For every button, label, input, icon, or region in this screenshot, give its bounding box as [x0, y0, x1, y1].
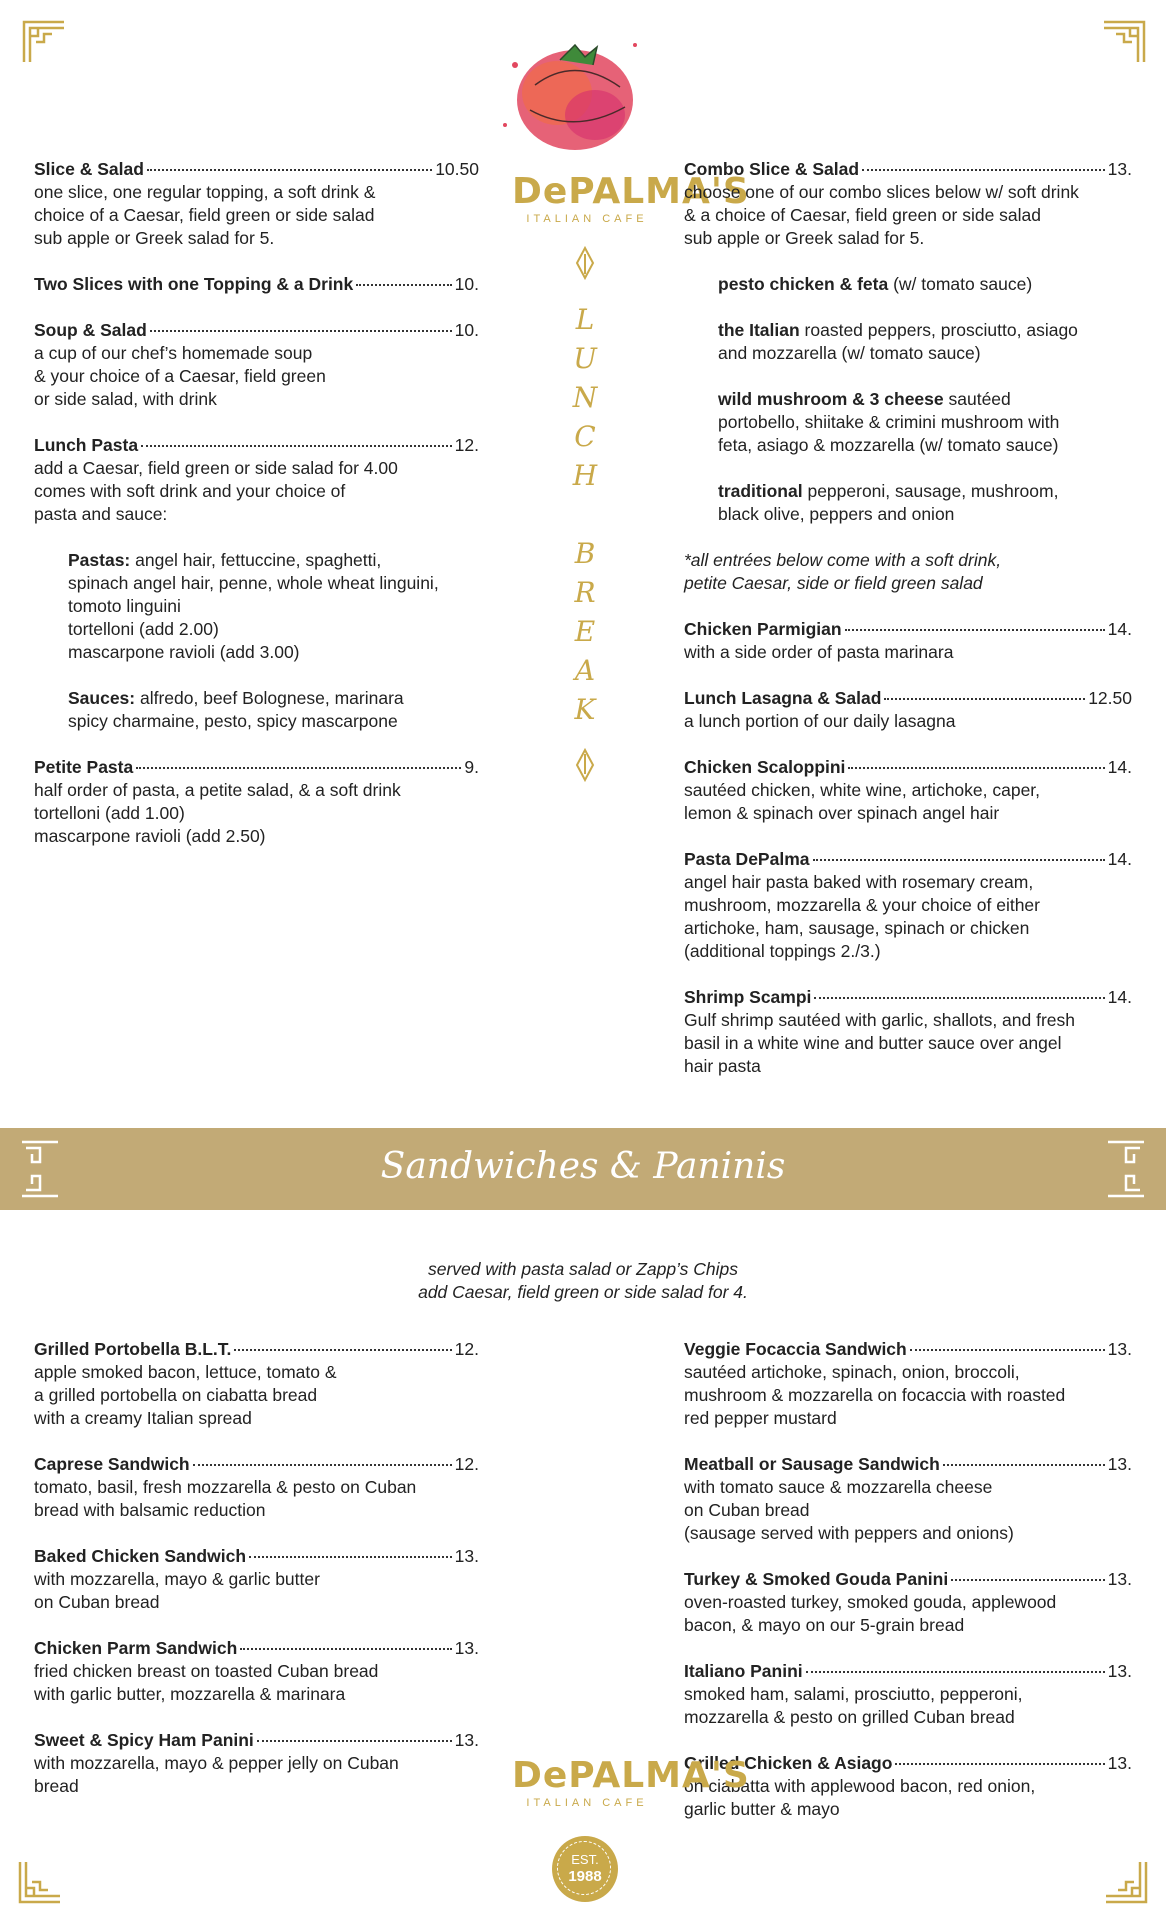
menu-item	[684, 986, 1132, 1078]
item-name: Petite Pasta	[34, 757, 134, 777]
item-desc: bread	[34, 1776, 79, 1796]
combo-slice-option	[684, 480, 1132, 526]
menu-item	[34, 158, 479, 250]
item-desc: oven-roasted turkey, smoked gouda, applewood	[684, 1592, 1057, 1612]
combo-slice-option	[684, 319, 1132, 365]
item-desc: choice of a Caesar, field green or side salad	[34, 205, 375, 225]
menu-item	[684, 158, 1132, 250]
item-desc: mushroom & mozzarella on focaccia with roasted	[684, 1385, 1066, 1405]
option-label: traditional	[718, 481, 803, 501]
option-text: angel hair, fettuccine, spaghetti,	[130, 550, 382, 570]
item-desc: half order of pasta, a petite salad, & a soft drink	[34, 780, 401, 800]
item-name: Grilled Chicken & Asiago	[684, 1753, 893, 1773]
title-letter: E	[574, 615, 596, 648]
item-desc: a cup of our chef’s homemade soup	[34, 343, 313, 363]
item-desc: bacon, & mayo on our 5-grain bread	[684, 1615, 965, 1635]
lunch-right-column	[684, 158, 1132, 1101]
menu-item	[34, 1453, 479, 1522]
brand-logo-bottom	[512, 1755, 750, 1810]
menu-item	[684, 1453, 1132, 1545]
item-price: 10.	[454, 274, 479, 294]
menu-item	[34, 756, 479, 848]
option-text: portobello, shiitake & crimini mushroom with	[718, 412, 1060, 432]
option-text: mascarpone ravioli (add 3.00)	[68, 642, 300, 662]
brand-tagline: ITALIAN CAFE	[526, 213, 648, 225]
item-name: Chicken Parmigian	[684, 619, 842, 639]
combo-slice-option	[684, 388, 1132, 457]
item-desc: a grilled portobella on ciabatta bread	[34, 1385, 318, 1405]
pasta-options	[34, 549, 479, 664]
item-name: Lunch Pasta	[34, 435, 139, 455]
item-desc: & a choice of Caesar, field green or side salad	[684, 205, 1042, 225]
arrow-ornament-icon	[575, 246, 595, 280]
item-desc: mozzarella & pesto on grilled Cuban bread	[684, 1707, 1015, 1727]
item-price: 13.	[454, 1546, 479, 1566]
option-text: pepperoni, sausage, mushroom,	[802, 481, 1059, 501]
menu-item	[34, 319, 479, 411]
title-letter	[565, 495, 605, 534]
option-label: pesto chicken & feta	[718, 274, 889, 294]
item-desc: sub apple or Greek salad for 5.	[684, 228, 925, 248]
item-desc: hair pasta	[684, 1056, 761, 1076]
item-desc: artichoke, ham, sausage, spinach or chicken	[684, 918, 1030, 938]
menu-item	[684, 1568, 1132, 1637]
item-price: 14.	[1107, 849, 1132, 869]
option-text: feta, asiago & mozzarella (w/ tomato sauce)	[718, 435, 1059, 455]
banner-title: Sandwiches & Paninis	[380, 1146, 786, 1187]
item-desc: on Cuban bread	[684, 1500, 810, 1520]
established-seal	[552, 1836, 618, 1902]
item-name: Chicken Parm Sandwich	[34, 1638, 238, 1658]
option-text: tortelloni (add 2.00)	[68, 619, 219, 639]
item-name: Meatball or Sausage Sandwich	[684, 1454, 940, 1474]
item-price: 13.	[1107, 1661, 1132, 1681]
option-label: the Italian	[718, 320, 800, 340]
title-letter: U	[573, 342, 597, 375]
item-desc: sautéed artichoke, spinach, onion, broccoli,	[684, 1362, 1020, 1382]
item-desc: sub apple or Greek salad for 5.	[34, 228, 275, 248]
note-line: add Caesar, field green or side salad for 4.	[418, 1282, 748, 1302]
item-desc: or side salad, with drink	[34, 389, 217, 409]
note-line: petite Caesar, side or field green salad	[684, 573, 983, 593]
item-price: 13.	[1107, 1569, 1132, 1589]
item-desc: mushroom, mozzarella & your choice of either	[684, 895, 1040, 915]
item-price: 14.	[1107, 757, 1132, 777]
menu-item	[34, 1729, 479, 1798]
item-price: 13.	[1107, 1339, 1132, 1359]
item-price: 12.50	[1088, 688, 1132, 708]
item-price: 14.	[1107, 619, 1132, 639]
menu-item	[684, 1660, 1132, 1729]
item-desc: choose one of our combo slices below w/ soft drink	[684, 182, 1079, 202]
section-title-lunch-break	[565, 300, 605, 729]
item-price: 10.50	[435, 159, 479, 179]
title-letter: K	[574, 693, 596, 726]
item-desc: garlic butter & mayo	[684, 1799, 840, 1819]
menu-item	[34, 273, 479, 296]
arrow-ornament-icon	[575, 748, 595, 782]
item-name: Shrimp Scampi	[684, 987, 812, 1007]
item-desc: pasta and sauce:	[34, 504, 168, 524]
seal-est: EST.	[571, 1852, 599, 1867]
item-desc: fried chicken breast on toasted Cuban bread	[34, 1661, 379, 1681]
item-price: 12.	[454, 435, 479, 455]
item-desc: on ciabatta with applewood bacon, red onion,	[684, 1776, 1036, 1796]
item-desc: bread with balsamic reduction	[34, 1500, 266, 1520]
title-letter: H	[572, 459, 598, 492]
title-letter: A	[574, 654, 596, 687]
option-text: tomoto linguini	[68, 596, 181, 616]
brand-tagline: ITALIAN CAFE	[526, 1797, 648, 1809]
item-desc: (additional toppings 2./3.)	[684, 941, 881, 961]
item-price: 13.	[454, 1638, 479, 1658]
menu-item	[34, 1637, 479, 1706]
option-text: sautéed	[943, 389, 1011, 409]
item-desc: basil in a white wine and butter sauce over angel	[684, 1033, 1062, 1053]
item-desc: sautéed chicken, white wine, artichoke, caper,	[684, 780, 1041, 800]
sandwich-right-column	[684, 1338, 1132, 1844]
item-desc: on Cuban bread	[34, 1592, 160, 1612]
item-name: Italiano Panini	[684, 1661, 803, 1681]
item-name: Two Slices with one Topping & a Drink	[34, 274, 354, 294]
item-name: Sweet & Spicy Ham Panini	[34, 1730, 254, 1750]
title-letter: N	[572, 381, 598, 414]
item-desc: Gulf shrimp sautéed with garlic, shallots, and fresh	[684, 1010, 1076, 1030]
item-price: 13.	[1107, 1454, 1132, 1474]
corner-ornament-icon	[22, 20, 66, 64]
option-text: alfredo, beef Bolognese, marinara	[135, 688, 404, 708]
option-label: wild mushroom & 3 cheese	[718, 389, 944, 409]
item-desc: with mozzarella, mayo & pepper jelly on Cuban	[34, 1753, 399, 1773]
menu-item	[684, 848, 1132, 963]
item-name: Chicken Scaloppini	[684, 757, 846, 777]
item-desc: with a creamy Italian spread	[34, 1408, 252, 1428]
menu-item	[684, 1752, 1132, 1821]
title-letter: B	[574, 537, 596, 570]
item-desc: with garlic butter, mozzarella & marinara	[34, 1684, 346, 1704]
item-desc: red pepper mustard	[684, 1408, 837, 1428]
item-price: 12.	[454, 1454, 479, 1474]
item-desc: tortelloni (add 1.00)	[34, 803, 185, 823]
brand-name: DePALMA'S	[512, 171, 750, 212]
corner-ornament-icon	[1104, 1860, 1148, 1904]
item-name: Caprese Sandwich	[34, 1454, 190, 1474]
item-desc: tomato, basil, fresh mozzarella & pesto on Cuban	[34, 1477, 417, 1497]
item-desc: with a side order of pasta marinara	[684, 642, 954, 662]
option-text: roasted peppers, prosciutto, asiago	[799, 320, 1078, 340]
brand-logo	[512, 171, 750, 226]
sauce-options	[34, 687, 479, 733]
seal-year: 1988	[568, 1868, 602, 1885]
item-price: 14.	[1107, 987, 1132, 1007]
option-label: Pastas:	[68, 550, 131, 570]
lunch-left-column	[34, 158, 479, 871]
option-label: Sauces:	[68, 688, 136, 708]
item-desc: add a Caesar, field green or side salad for 4.00	[34, 458, 398, 478]
menu-item	[34, 1338, 479, 1430]
item-desc: with mozzarella, mayo & garlic butter	[34, 1569, 320, 1589]
item-price: 13.	[1107, 159, 1132, 179]
title-letter: L	[575, 303, 595, 336]
item-desc: & your choice of a Caesar, field green	[34, 366, 326, 386]
item-name: Lunch Lasagna & Salad	[684, 688, 882, 708]
menu-item	[684, 618, 1132, 664]
title-letter: R	[574, 576, 596, 609]
item-desc: a lunch portion of our daily lasagna	[684, 711, 956, 731]
item-desc: lemon & spinach over spinach angel hair	[684, 803, 1000, 823]
entree-note	[684, 549, 1132, 595]
item-price: 13.	[454, 1730, 479, 1750]
menu-item	[34, 1545, 479, 1614]
item-desc: angel hair pasta baked with rosemary cream,	[684, 872, 1034, 892]
item-name: Slice & Salad	[34, 159, 144, 179]
item-price: 10.	[454, 320, 479, 340]
option-text: black olive, peppers and onion	[718, 504, 955, 524]
menu-item	[684, 687, 1132, 733]
note-line: *all entrées below come with a soft drink,	[684, 550, 1002, 570]
item-desc: apple smoked bacon, lettuce, tomato &	[34, 1362, 337, 1382]
item-desc: (sausage served with peppers and onions)	[684, 1523, 1014, 1543]
note-line: served with pasta salad or Zapp’s Chips	[428, 1259, 738, 1279]
menu-item	[34, 434, 479, 526]
option-text: spicy charmaine, pesto, spicy mascarpone	[68, 711, 398, 731]
menu-item	[684, 1338, 1132, 1430]
corner-ornament-icon	[1102, 20, 1146, 64]
option-text: and mozzarella (w/ tomato sauce)	[718, 343, 981, 363]
item-name: Veggie Focaccia Sandwich	[684, 1339, 907, 1359]
option-text: spinach angel hair, penne, whole wheat linguini,	[68, 573, 439, 593]
menu-item	[684, 756, 1132, 825]
item-price: 12.	[454, 1339, 479, 1359]
item-desc: smoked ham, salami, prosciutto, pepperoni,	[684, 1684, 1023, 1704]
item-desc: one slice, one regular topping, a soft drink &	[34, 182, 376, 202]
sandwich-note	[0, 1258, 1166, 1304]
corner-ornament-icon	[18, 1860, 62, 1904]
title-letter: C	[574, 420, 596, 453]
option-text: (w/ tomato sauce)	[888, 274, 1033, 294]
sandwich-left-column	[34, 1338, 479, 1821]
item-name: Combo Slice & Salad	[684, 159, 860, 179]
item-price: 9.	[464, 757, 479, 777]
tomato-illustration-icon	[485, 15, 660, 165]
item-name: Grilled Portobella B.L.T.	[34, 1339, 232, 1359]
item-name: Baked Chicken Sandwich	[34, 1546, 247, 1566]
item-name: Soup & Salad	[34, 320, 147, 340]
item-name: Turkey & Smoked Gouda Panini	[684, 1569, 949, 1589]
item-name: Pasta DePalma	[684, 849, 810, 869]
brand-name: DePALMA'S	[512, 1755, 750, 1796]
section-banner	[0, 1128, 1166, 1210]
item-desc: with tomato sauce & mozzarella cheese	[684, 1477, 993, 1497]
item-desc: mascarpone ravioli (add 2.50)	[34, 826, 266, 846]
item-price: 13.	[1107, 1753, 1132, 1773]
combo-slice-option	[684, 273, 1132, 296]
item-desc: comes with soft drink and your choice of	[34, 481, 346, 501]
